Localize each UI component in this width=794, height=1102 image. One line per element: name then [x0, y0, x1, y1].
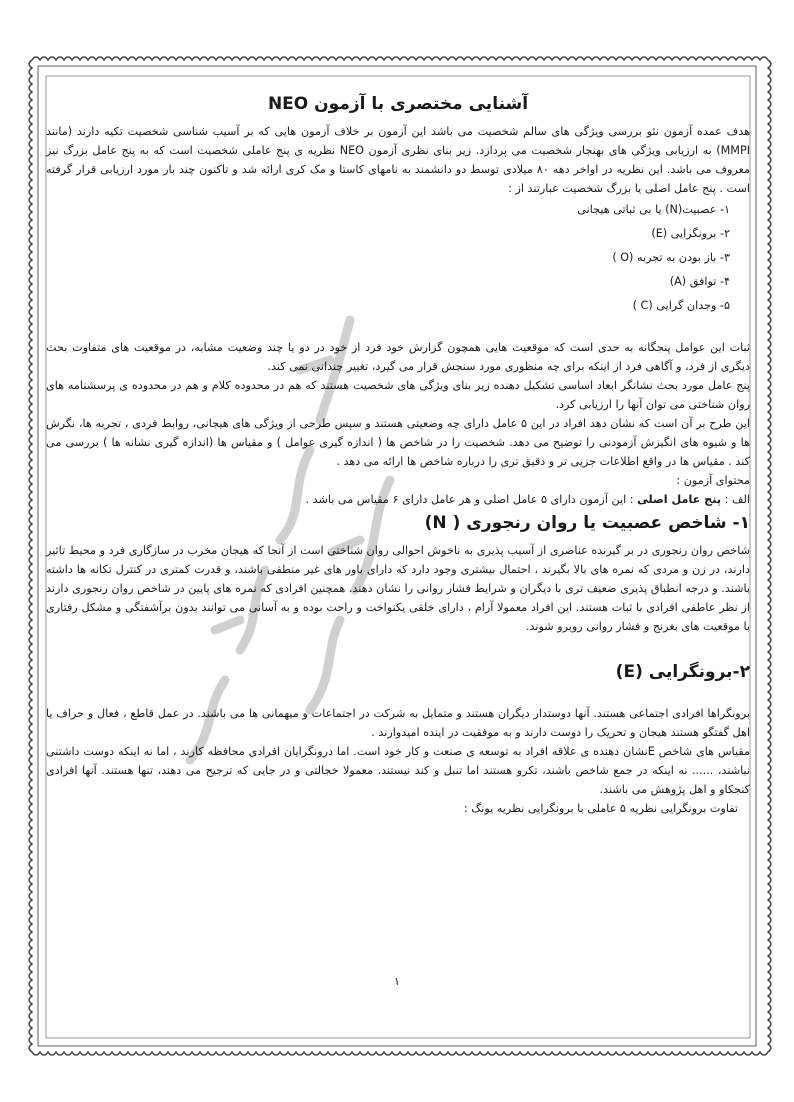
list-item: ۵- وجدان گرایی (C ) [632, 299, 730, 312]
alef-line [46, 490, 750, 509]
intro-paragraph: هدف عمده آزمون نئو بررسی ویژگی های سالم شخصیت می باشد این آزمون بر خلاف آزمون هایی که بر آسیب شناسی شخصیت تکیه دارند (مانند MMPI) به ارزیابی ویژگی های بهنجار شخصیت می پردازد. زیر بنای نظری آزمون NEO نظریه ی پنج عاملی شخصیت است که به پنج عامل بزرگ نیز معروف می باشد. این نظریه در اواخر دهه ۸۰ میلادی توسط دو دانشمند به نامهای کاستا و مک کری ارائه شد و تاکنون چند بار مورد ارزیابی قرار گرفته است . پنج عامل اصلی یا بزرگ شخصیت عبارتند از : [46, 125, 750, 195]
section1-heading: ۱- شاخص عصبیت یا روان رنجوری ( N) [424, 513, 750, 533]
section2-paragraph-2: مقیاس های شاخص Eنشان دهنده ی علاقه افراد به توسعه ی صنعت و کار خود است. اما درونگرایان افرادی محافظه کارند ، اما نه اینکه دوست داشتنی نباشند، ...... نه اینکه در جمع شاخص باشند، تکرو هستند اما تنبل و کند نیستند. معمولا خجالتی و در جایی که ترجیح می دهند، تنها هستند. آنها افرادی کنجکاو و اهل پژوهش می باشند. [46, 745, 750, 796]
page-title: آشنایی مختصری با آزمون NEO [267, 94, 529, 114]
list-item: ۲- برونگرایی (E) [651, 227, 730, 240]
factor-list [46, 198, 750, 318]
document-page [46, 92, 750, 818]
list-item: ۱- عصبیت(N) یا بی ثباتی هیجانی [577, 203, 730, 216]
alef-prefix: الف : [721, 493, 750, 506]
content-label: محتوای آزمون : [676, 474, 750, 487]
alef-bold: پنج عامل اصلی [637, 493, 722, 506]
list-item: ۴- توافق (A) [669, 275, 730, 288]
section2-heading: ۲-برونگرایی (E) [615, 662, 750, 682]
design-paragraph: این طرح بر آن است که نشان دهد افراد در این ۵ عامل دارای چه وضعیتی هستند و سپس طرحی از ویژگی های هیجانی، روابط فردی ، تجربه ها، نگرش ها و شیوه های انگیزش آزمودنی را توضیح می دهد. شخصیت را در شاخص ها ( اندازه گیری عوامل ) و مقیاس ها (اندازه گیری نشانه ها ) بررسی می کند . مقیاس ها در واقع اطلاعات جزیی تر و دقیق تری را درباره شاخص ها ارائه می دهد . [46, 417, 750, 468]
page-number: ۱ [394, 975, 400, 988]
section2-paragraph-1: برونگراها افرادی اجتماعی هستند. آنها دوستدار دیگران هستند و متمایل به شرکت در اجتماعات و میهمانی ها می باشند. در عمل قاطع ، فعال و حراف یا اهل گفتگو هستند هیجان و تحریک را دوست دارند و به موفقیت در اینده امیدوارند . [46, 707, 750, 739]
alef-rest: : این آزمون دارای ۵ عامل اصلی و هر عامل دارای ۶ مقیاس می باشد . [305, 493, 638, 506]
stability-paragraph: ثبات این عوامل پنجگانه به حدی است که موقعیت هایی همچون گزارش خود فرد از خود در دو یا چند وضعیت مشابه، در موقعیت های متفاوت بحث دیگری از فرد، و آگاهی فرد از اینکه برای چه منظوری مورد سنجش قرار می گیرد، تغییر چندانی نمی کند. [46, 341, 750, 373]
section2-paragraph-3: تفاوت برونگرایی نظریه ۵ عاملی با برونگرایی نظریه یونگ : [463, 802, 738, 815]
list-item: ۳- باز بودن به تجربه (O ) [612, 251, 730, 264]
dimensions-paragraph: پنج عامل مورد بحث نشانگر ابعاد اساسی تشکیل دهنده زیر بنای ویژگی های شخصیت هستند که هم در محدوده کلام و هم در محدوده ی پرسشنامه های روان شناختی می توان آنها را ارزیابی کرد. [46, 379, 750, 411]
section1-body: شاخص روان رنجوری در بر گیرنده عناصری از آسیب پذیری به ناخوش احوالی روان شناختی است از آنجا که هیجان مخرب در سازگاری فرد و محیط تاثیر دارند، در زن و مردی که نمره های بالا بگیرند ، احتمال بیشتری وجود دارد که دارای باور های غیر منطقی باشند، و قدرت کمتری در کنترل تکانه ها داشته باشند. و درجه انطباق پذیری ضعیف تری با دیگران و شرایط فشار روانی را نشان دهند. همچنین افرادی که نمره های پایین در شاخص روان رنجوری دارند از نظر عاطفی افرادی با ثبات هستند. این افراد معمولا آرام ، دارای خلقی یکنواخت و راحت بوده و به آسانی می توانند بدون برآشفتگی و مشکل رفتاری با موقعیت های بغرنج و فشار روانی روبرو شوند. [46, 544, 750, 633]
